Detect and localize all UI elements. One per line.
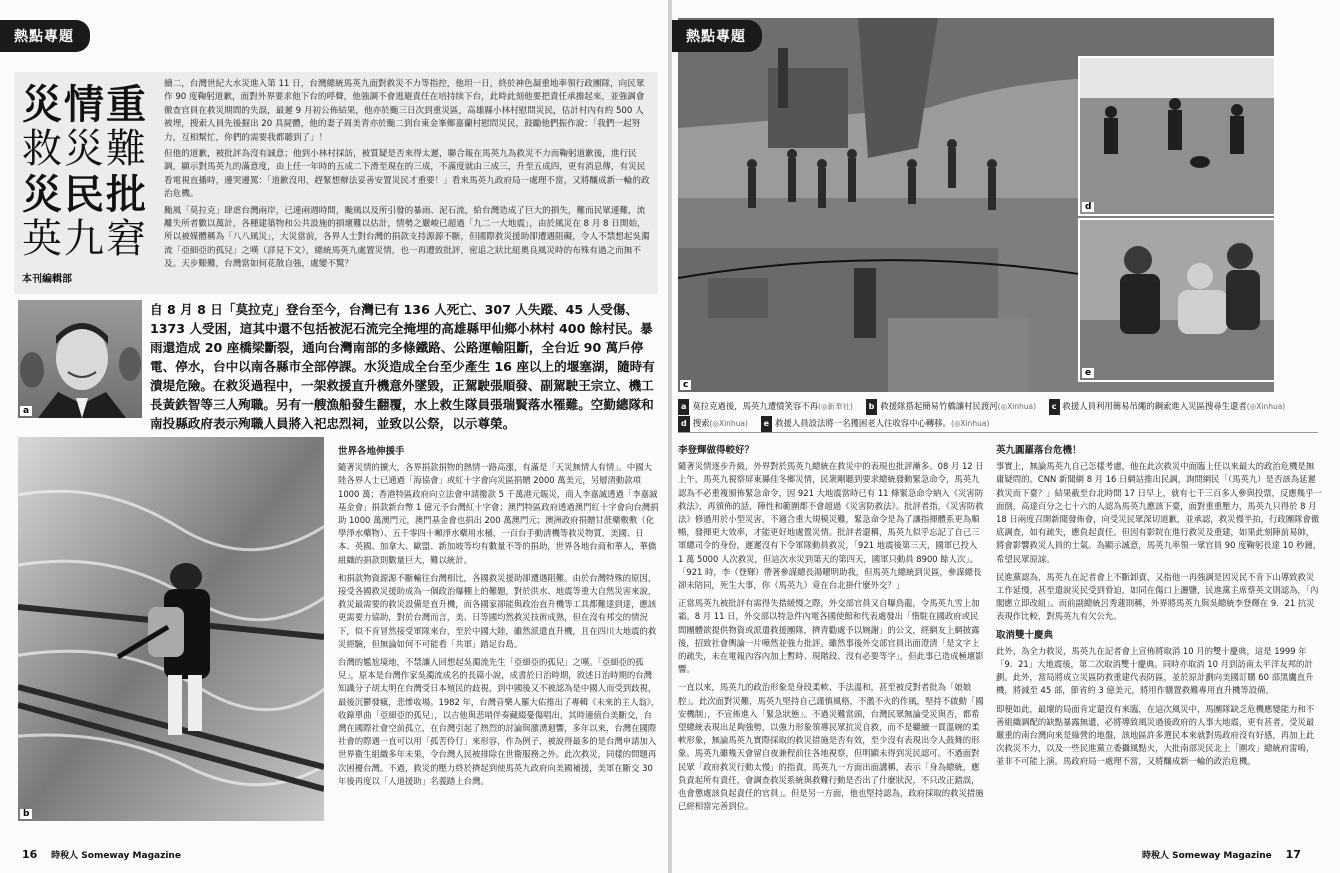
intro-text [164,78,652,275]
body-paragraph: 即便如此，最壞的局面肯定還沒有來臨，在這次風災中，馬團隊缺乏危機應變能力和不善組織調配的缺點暴露無遺，必將導致風災過後政府的人事大地震，更有甚者，受災最嚴重的南台灣向來是綠營的地盤，該地區許多選民本來就對馬政府沒有好感，再加上此次救災不力，以及一些民進黨立委攝風點火，大批南部災民北上「圍攻」總統府雷嗚，並非不可能上演。馬政府局一處理不當，又將釀成新一輪的政治危機。 [996,703,1315,767]
subheading-ma: 英九圓羅落台危機！ [996,445,1082,456]
caption-c [1049,398,1285,415]
section-tag: 熱點專題 [0,20,90,52]
caption-text: 莫拉克過後，馬英九遭憤笑容不再 [692,401,819,411]
photo-letter-b: b [20,809,32,819]
photo-captions [678,398,1318,432]
body-paragraph: 事實上，無論馬英九自己怎樣考慮，他在此次救災中面臨上任以來最大的政治危機是無庸疑問的。CNN 新聞網 8 月 16 日網站推出民調，詢問網民「（馬英九）是否該為延遲救災而下臺？」結果截至台北時間 17 日早上，就有七千三百多人參與投票，反應幾乎一面倒，高達百分之七十六的人認為馬英九應該下臺，面對重重壓力，馬英九只得於 8 月 18 日兩度召開新聞發佈會，向受災民眾深切道歉，並承認，救災慢半拍，行政團隊會徹底調查，如有疏失，應負起責任。但因有影院在進行救災及重建，如果此刻陣前易帥，將會影響救災人員的士氣。為顯示誠意，馬英九率領一眾官員 90 度鞠躬長達 10 秒鐘，希望民眾原諒。 [996,461,1322,564]
caption-a [678,398,853,415]
byline: 本刊編輯部 [22,274,72,285]
intro-paragraph: 續二，台灣世紀大水災進入第 11 日，台灣總統馬英九面對救災不力等指控，他坦一日，終於神色凝重地率領行政團隊，向民眾作 90 度鞠躬道歉，面對外界要求他下台的呼聲，他強調不會逃避責任在培持续下台，此時此刻他要把責任承擔起來，並強調會徹查官員在救災期間的失誤，最遲 9 月初公佈結果，他亦於颱三日次到重災區，高雄縣小林村慰問災民，估計村內有約 500 人被埋，搜索人員先後掘出 20 具屍體，他的妻子周美青亦於颱二到台東金峯鄉嘉蘭村慰問災民，鼓勵他們振作說：「我們一起努力，互相幫忙，你們的需要我都聽到了」！ [164,79,645,143]
caption-credit: (◎Xinhua) [950,419,990,428]
left-page [0,0,668,873]
caption-credit: (◎Xinhua) [709,419,748,428]
headline-line-4: 英九窘 [22,216,148,262]
folio-left [22,848,181,861]
caption-letter: a [678,399,689,415]
body-paragraph: 隨著災情逐步升級，外界對於馬英九總統在救災中的表現也批評漸多。08 月 12 日上午，馬英九視察屏東縣佳冬鄉災情，民衆剛聽到要求總統發動緊急命令，馬英九認為不必重複頒佈緊急命令，因 921 大地震當時已有 11 條緊急命令納入《災害防救法》，再頒佈的話，陣性和範圍都不會超過《災害防救法》。批評者指，《災害防救法》修過用於小型災害，不適合重大規模災難，緊急命令是為了讓指揮體系更為順暢，發揮更大效率，才能更好地處置災情。批評者還稱，馬英九似乎忘記了自己三軍總司令的身份，遲遲沒有下令軍隊動員救災，「921 地震後第三天，國軍已投入 1 萬 5000 人次救災，但這次水災到第天的第四天，國軍只動員 8900 餘人次」。「921 時，李（登輝）帶著參謀總長湯曜明助我，但馬英九總統到災區，參謀總長卻未陪同，死生大事，你（馬英九）竟在台北掛什麼外交？」 [678,461,984,591]
magazine-name-right: 時稅人 Someway Magazine [1142,851,1272,861]
caption-letter: c [1049,399,1060,415]
headline-line-1: 災情重 [22,82,148,128]
portrait-illustration [18,300,142,418]
photo-d-search-team [1078,56,1276,216]
caption-letter: d [678,416,690,432]
caption-d [678,415,748,432]
subheading-world-aid: 世界各地伸援手 [338,446,405,457]
intro-paragraph: 颱風「莫拉克」肆虐台灣兩岸，已連兩週時間，颱風以及所引發的暴雨、泥石流，給台灣造成了巨大的損失，難而民眾連難，流離失所者數以萬計，各種建築物和公共設施的損壞難以估計，情勢之嚴峻已超過「九二一大地震」，由於風災在 8 月 8 日開始，所以被媒體稱為「八八風災」，大災當前，各界人士對台灣的捐款支持源源不斷，但國際救災援助卻遭遇阻礙，令人不禁想起吳濁流「亞細亞的孤兒」之嘆（詳見下文），總統馬英九處置災情，也一再遭致批評，密追之狀比紐奧良風災時的布殊有過之而無不及。天步艱難，台灣當如何花散自強，處變不驚？ [164,205,650,270]
caption-credit: (◎新華社) [818,402,853,411]
right-page [672,0,1340,873]
body-paragraph: 隨著災情的擴大，各界捐款捐物的熱情一路高漲，有滿是「天災無情人有情」。中國大陸各界人士已通過「海協會」或紅十字會向災區捐贈 2000 萬美元，另層清動款項 1000 萬；香港特區政府向立法會申請撥款 5 千萬港元賑災，商人李嘉誠透過「李嘉誠基金會」捐款新台幣 1 億元予台灣紅十字會；澳門特區政府透過澳門紅十字會向台灣捐助 1000 萬澳門元，澳門基金會也捐出 200 萬澳門元；澳洲政府捐贈甘蔗藥敷敷（化學淨水藥物）、五千零四十噸淨水藥用水桶，一百台手動清機等救災物質，美國、日本、英國、加拿大、歐盟、新加坡等均有數量不等的捐助，世界各地台商和華人，華僑組織的捐款則數量巨大，難以統計。 [338,462,659,565]
lead-paragraph: 自 8 月 8 日「莫拉克」登台至今，台灣已有 136 人死亡、307 人失蹤、45 人受傷、1373 人受困，這其中還不包括被泥石流完全掩埋的高雄縣甲仙鄉小林村 400 餘村民。暴雨還造成 20 座橋梁斷裂，通向台灣南部的多條鐵路、公路運輸阻斷，全台近 90 萬戶停電、停水，台中以南各縣市全部停課。水災造成全台至少產生 16 座以上的堰塞湖，隨時有潰堤危險。在救災過程中，一架救援直升機意外墜毀，正駕駛張順發、副駕駛王宗立、機工長黃鉄智等三人殉職。另有一艘漁船發生翻覆，水上救生隊員張瑞賢落水罹難。空勤總隊和南投縣政府表示殉職人員將入祀忠烈祠，並致以公祭，以示尊榮。 [150,302,655,431]
page-number-right: 17 [1285,848,1301,861]
caption-credit: (◎Xinhua) [997,402,1037,411]
page-number-left: 16 [22,848,38,861]
photo-letter-a: a [20,406,32,416]
section-tag-right: 熱點專題 [672,20,762,52]
photo-e-elderly-transfer [1078,218,1276,382]
caption-text: 救援隊搭起簡易竹橋讓村民渡河 [880,401,998,411]
body-paragraph: 此外，為全力救災，馬英九在記者會上宣佈將取消 10 月的雙十慶典，這是 1999 年「9．21」大地震後，第二次取消雙十慶典。同時亦取消 10 月到訪南太平洋友邦的計劃。此外，當局將成立災區防救重建代表防區，並於原計劃向美國訂購 60 部黑鷹直升機，將減至 45 部，節省約 3 億美元，將用作購置救難專用直升機等設備。 [996,645,1314,696]
body-paragraph: 民進黨認為，馬英九在記者會上不斷卸責，又指他一再強調是因災民不肯下山導致救災工作延慢，甚至遣說災民受到脅迫，如同在傷口上灑鹽，民進黨主席蔡英文則認為，「內閣應立即改組」。而前副總統呂秀蓮則稱，外界將馬英九與吳總統李登輝在 9．21 抗災表現作比較，對馬英九有欠公允。 [996,571,1319,622]
subheading-double-ten: 取消雙十慶典 [996,629,1054,641]
photo-letter-d: d [1082,202,1094,212]
caption-credit: (◎Xinhua) [1246,402,1286,411]
headline-line-3: 災民批 [22,172,148,218]
caption-text: 救援人員利用簡易吊繩的鋼索進入災區搜尋生還者 [1062,401,1247,411]
body-paragraph: 台灣的尷尬境地，不禁讓人回想起吳濁流先生「亞細亞的孤兒」之嘆。「亞細亞的孤兒」，原本是台灣作家吳濁流成名的長篇小說，成書於日治時期，敘述日治時期的台灣知識分子胡太明在台灣受日本殖民的歧視，到中國後又不被認為是中國人而受到歧視，最後沉鬱發瘋，悲慘收場。1982 年，台灣音樂人羅大佑推出了專輯《未來的主人翁》，收錄單曲「亞細亞的孤兒」，以吉他與悲哨伴奏藏綴憂傷唱出，其時適值台美斷交，台灣在國際社會空前孤立，在台灣引起了熱烈的討論與激湧迴響，多年以來，台灣在國際社會的際遇一直可以用「孤苦伶仃」來形容，作為例子，被說得最多的是台灣申請加入世界衛生組織多年未果，令台灣人民被排除在世衛服務之外。此次救災，同樣的問題再次困擾台灣。不過，救災的壓力終於擠起到使馬英九政府向美國補援，美軍在斷交 30 年後再度以「人道援助」名義踏上台灣。 [338,657,660,786]
searchers-illustration [1080,58,1274,214]
headline-line-2: 救災難 [22,126,148,172]
caption-text: 搜索 [692,418,710,428]
caption-letter: e [761,416,772,432]
photo-b-bamboo-bridge [18,437,324,821]
elderly-transfer-illustration [1080,220,1274,380]
article-column-world-aid [338,445,660,793]
caption-text: 救援人員設法將一名獲困老人往收容中心轉移。 [775,418,951,428]
river-crossing-illustration [18,437,324,821]
caption-letter: b [866,399,878,415]
photo-letter-e: e [1082,368,1094,378]
photo-a-portrait [18,300,142,418]
article-column-ma [996,444,1322,774]
article-column-lee [678,444,984,818]
headline-panel [14,72,658,294]
body-paragraph: 正當馬英九被批評有需得失措緩慢之際，外交部官員又自曝鳥龍，令馬英九雪上加霜。8 月 11 日，外交部以特急件內電各國使館和代表處發出「惰駐在國政府或民間團體欲提供物資或派遣救援團隊，擠青勸處予以婉謝」的公文，經網友上網披露後，招致社會輿論一片嘩然並強力批評。雖然事後外交部官員出面澄清「是文字上的疏失，未在電報內容內加上暫時、現階段、沒有必要等字」，但此事已造成極壞影響。 [678,598,984,675]
body-paragraph: 和捐款物資源源不斷輸往台灣相比，各國救災援助卻遭遇阻難。由於台灣特殊的原因，接受各國救災援助成為一個政治爆棚上的難題，對於洪水、地震等重大自然災害來說，救災最需要的救災設備是直升機，而各國家卻能與政治直升機等工具都難達到達，應該更需要力協助，對於台灣而言，美、日等國均然救災技術成熟，但在沒有邦交的情況下，似不肯冒然接受軍隊來台，至於中國大陸，雖然派遣直升機，且在四川大地震的救災經驗，但無論如何不可能看「共軍」踏足台島。 [338,572,657,649]
caption-b [866,398,1036,415]
caption-divider [678,432,1318,433]
folio-right [1142,848,1301,861]
intro-paragraph: 但他的道歉，被批評為沒有誠意；他到小林村採訪，被質疑是否來得太遲，聯合報在馬英九為救災不力而鞠躬道歉後，進行民調，顯示對馬英九的滿意度，由上任一年時的五成二下滑至現在的三成，不滿度就由三成三，升至五成四，更有消息傳，有災民看電視直播時，邊哭邊罵：「道歉沒用，趕緊想辦法妥善安置災民才重要！」看來馬英九政府局一處理不當，又將釀成新一輪的政治危機。 [164,149,650,200]
caption-e [761,415,990,432]
subheading-lee: 李登輝做得較好？ [678,445,755,456]
photo-letter-c: c [680,380,691,390]
body-paragraph: 一直以來，馬英九的政治形象是身段柔軟、手法溫和，甚至被反對者批為「娘娘腔」。此次面對災難，馬英九堅持自己謹慎風格，不濫不火的作風，堅持不啟動「國安機制」，不宣佈進入「緊急狀態」。不過災難當頭，台灣民眾無論受災與否，都希望總統表現出足夠強勢，以強力形象領導民眾抗災自救，而不是繼續一貫溫婉的柔軟形象，無論馬英九實際採取的救災措施是否有效，至少沒有表現出令人鼓舞的形象。馬英九雖幾天會留自夜兼程前往各地視察，但明顯未得到災民認可。不過面對民眾「政府救災行動太慢」的指責，馬英九一方面出面講稱，表示「身為總統，應負責起所有責任，會調查救災系統與救難行動是否出了什麼狀況，不只改正錯誤，也會懲處該負起責任的官員」。但是另一方面，他也堅持認為，政府採取的救災措施已經相當完善到位。 [678,682,984,812]
magazine-name-left: 時稅人 Someway Magazine [51,851,181,861]
